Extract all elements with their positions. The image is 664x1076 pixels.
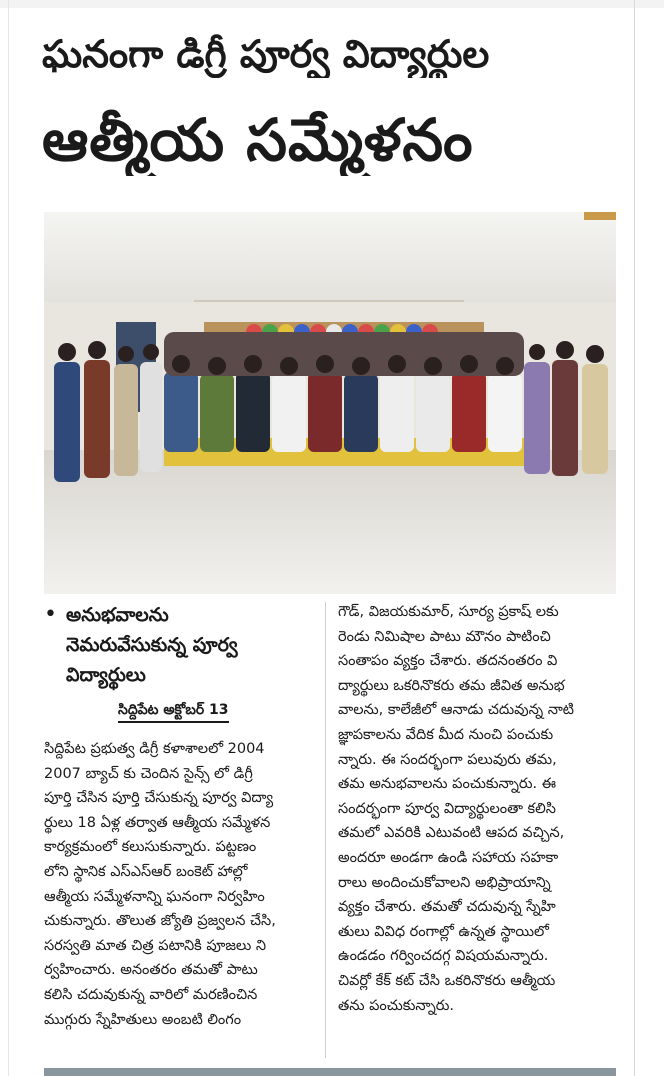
body-line: రాలు అందించుకోవాలని అభిప్రాయాన్ని [338, 874, 551, 891]
body-column-right [338, 600, 618, 1018]
body-line: సరస్వతి మాత చిత్ర పటానికి పూజలు ని [44, 937, 266, 954]
body-line: ర్థులు 18 ఏళ్ల తర్వాత ఆత్మీయ సమ్మేళన [44, 814, 271, 831]
body-line: అందరూ అండగా ఉండి సహాయ సహకా [338, 849, 559, 866]
body-line: ఉండడం గర్వించదగ్గ విషయమన్నారు. [338, 948, 549, 965]
body-line: ర్వహించారు. అనంతరం తమతో పాటు [44, 962, 258, 979]
body-line: సందర్భంగా పూర్వ విద్యార్థులంతా కలిసి [338, 800, 556, 817]
right-margin-line [634, 0, 635, 1076]
body-line: వాలను, కాలేజీలో ఆనాడు చదువున్న నాటి [338, 702, 574, 719]
bullet-icon: • [44, 602, 57, 627]
body-line: తులు వివిధ రంగాల్లో ఉన్నత స్థాయిలో [338, 923, 549, 940]
bottom-image-strip [44, 1068, 616, 1076]
body-line: జ్ఞాపకాలను వేదిక మీద నుంచి పంచుకు [338, 726, 554, 743]
body-line: 2007 బ్యాచ్ కు చెందిన సైన్స్ లో డిగ్రీ [44, 765, 253, 782]
body-line: రెండు నిమిషాల పాటు మౌనం పాటించి [338, 628, 551, 645]
subheading-line: అనుభవాలను [66, 604, 169, 626]
body-line: చుకున్నారు. తొలుత జ్యోతి ప్రజ్వలన చేసి, [44, 913, 276, 930]
body-line: కలిసి చదువుకున్న వారిలో మరణించిన [44, 986, 258, 1003]
subheading [44, 600, 314, 690]
body-line: ద్యార్థులు ఒకరినొకరు తమ జీవిత అనుభ [338, 677, 565, 694]
body-line: కార్యక్రమంలో కలుసుకున్నారు. పట్టణం [44, 839, 257, 856]
body-line: సిద్దిపేట ప్రభుత్వ డిగ్రీ కళాశాలలో 2004 [44, 741, 265, 757]
subheading-line: నెమరువేసుకున్న పూర్వ [66, 634, 238, 656]
body-line: తను పంచుకున్నారు. [338, 997, 454, 1014]
body-line: సంతాపం వ్యక్తం చేశారు. తదనంతరం వి [338, 653, 558, 670]
top-rule [0, 0, 664, 8]
body-line: గౌడ్, విజయకుమార్, సూర్య ప్రకాష్ లకు [338, 604, 559, 620]
subheading-line: విద్యార్థులు [66, 664, 146, 686]
headline-line-1: ఘనంగా డిగ్రీ పూర్వ విద్యార్థుల [42, 32, 490, 76]
body-line: తమలో ఎవరికి ఎటువంటి ఆపద వచ్చిన, [338, 825, 565, 842]
body-line: తమ అనుభవాలను పంచుకున్నారు. ఈ [338, 776, 557, 793]
column-divider [325, 602, 326, 1058]
body-line: ముగ్గురు స్నేహితులు అంబటి లింగం [44, 1011, 242, 1028]
dateline: సిద్దిపేట అక్టోబర్ 13 [118, 700, 229, 723]
body-line: వ్యక్తం చేశారు. తమతో చదువున్న స్నేహి [338, 899, 556, 916]
left-margin-line [8, 0, 9, 1076]
body-line: లోని స్థానిక ఎస్ఎస్ఆర్ బంకెట్ హాల్లో [44, 863, 248, 880]
body-line: న్నారు. ఈ సందర్భంగా పలువురు తమ, [338, 751, 557, 768]
group-photo [44, 212, 616, 594]
body-line: చివర్లో కేక్ కట్ చేసి ఒకరినొకరు ఆత్మీయ [338, 972, 556, 989]
body-line: పూర్తి చేసిన పూర్తి చేసుకున్న పూర్వ విద్యా [44, 790, 274, 807]
body-line: ఆత్మీయ సమ్మేళనాన్ని ఘనంగా నిర్వహిం [44, 888, 265, 905]
headline-line-2: ఆత్మీయ సమ్మేళనం [42, 106, 474, 174]
body-column-left [44, 737, 314, 1032]
